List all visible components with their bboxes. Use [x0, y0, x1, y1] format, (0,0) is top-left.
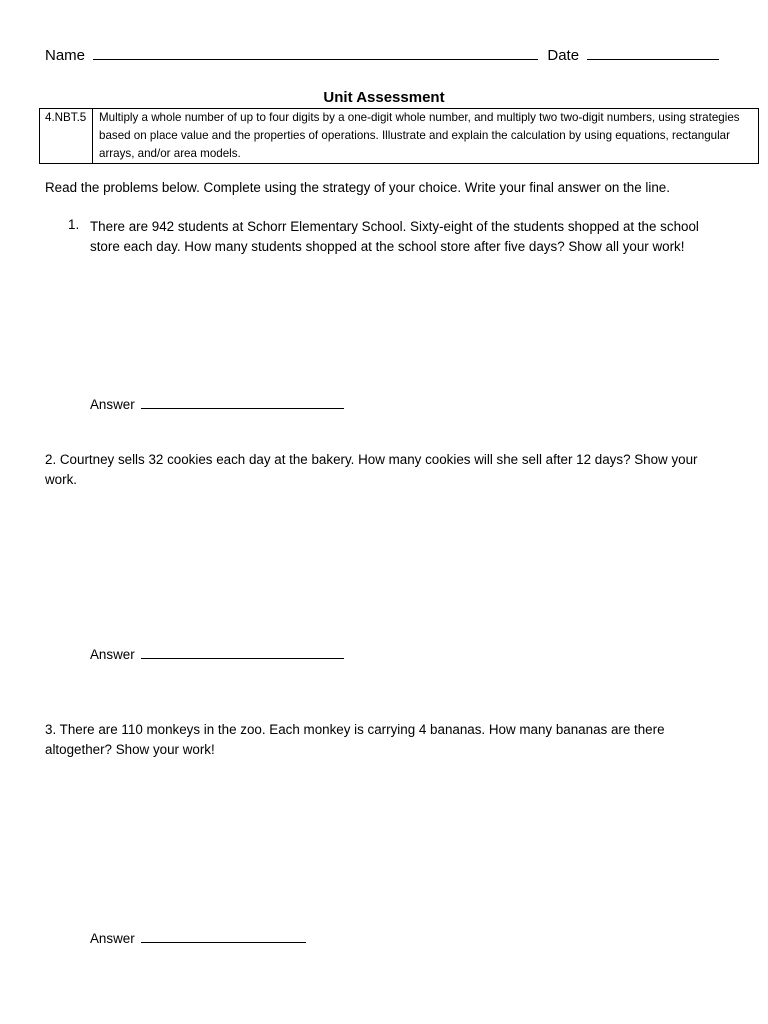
problem-1-number: 1. — [68, 217, 80, 232]
standard-row — [40, 109, 759, 164]
problem-1-answer-label: Answer — [90, 397, 135, 412]
problem-1-answer-line[interactable] — [141, 408, 344, 409]
name-label: Name — [45, 47, 86, 64]
problem-1-answer — [90, 397, 344, 412]
problem-2-answer — [90, 647, 344, 662]
problem-2-text: 2. Courtney sells 32 cookies each day at the bakery. How many cookies will she sell after 12 days? Show your work. — [45, 452, 698, 487]
problem-3-text: 3. There are 110 monkeys in the zoo. Each monkey is carrying 4 bananas. How many bananas are there altogether? Show your work! — [45, 722, 665, 757]
problem-2-answer-line[interactable] — [141, 658, 344, 659]
problem-3-answer — [90, 931, 306, 946]
date-field[interactable] — [587, 59, 719, 60]
date-label: Date — [547, 47, 580, 64]
instructions: Read the problems below. Complete using the strategy of your choice. Write your final answer on the line. — [45, 180, 670, 195]
problem-3-answer-label: Answer — [90, 931, 135, 946]
header-row — [45, 47, 713, 67]
name-field[interactable] — [93, 59, 538, 60]
page-title: Unit Assessment — [323, 89, 445, 106]
problem-3-answer-line[interactable] — [141, 942, 306, 943]
problem-1-text: There are 942 students at Schorr Elementary School. Sixty-eight of the students shopped at the school store each day. How many students shopped at the school store after five days? Show all your work! — [90, 219, 699, 254]
standard-code: 4.NBT.5 — [40, 109, 93, 164]
standard-table — [39, 108, 759, 164]
problem-2-answer-label: Answer — [90, 647, 135, 662]
standard-description: Multiply a whole number of up to four digits by a one-digit whole number, and multiply two two-digit numbers, using strategies based on place value and the properties of operations. Illustrate and explain the calculation by using equations, rectangular arrays, and/or area models. — [93, 109, 759, 164]
